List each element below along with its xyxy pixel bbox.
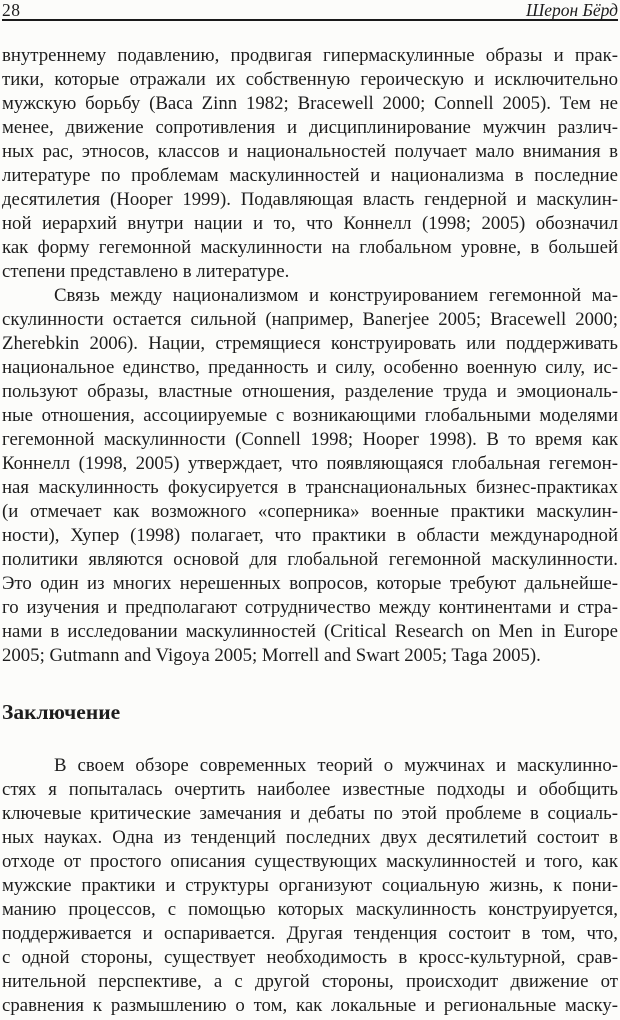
text-line: пользуют образы, властные отношения, разделение труда и эмоциональ- bbox=[2, 381, 618, 402]
text-line: как форму гегемонной маскулинности на глобальном уровне, в большей bbox=[2, 237, 618, 258]
page-number: 28 bbox=[2, 0, 21, 20]
text-line: ных рас, этносов, классов и национальностей получает мало внимания в bbox=[2, 141, 618, 162]
text-line: сравнения к размышлению о том, как локальные и региональные маску- bbox=[2, 995, 618, 1016]
text-line: 2005; Gutmann and Vigoya 2005; Morrell and Swart 2005; Taga 2005). bbox=[2, 645, 541, 666]
text-line: нительной перспективе, а с другой стороны, происходит движение от bbox=[2, 971, 618, 992]
text-line: манию процессов, с помощью которых маскулинность конструируется, bbox=[2, 899, 618, 920]
text-line: мужские практики и структуры организуют социальную жизнь, к пони- bbox=[2, 875, 618, 896]
text-line: ности), Хупер (1998) полагает, что практики в области международной bbox=[2, 525, 618, 546]
text-line: Связь между национализмом и конструированием гегемонной ма- bbox=[54, 285, 618, 306]
text-line: ные отношения, ассоциируемые с возникающими глобальными моделями bbox=[2, 405, 618, 426]
paragraph bbox=[2, 754, 618, 1018]
text-line: с одной стороны, существует необходимость в кросс-культурной, срав- bbox=[2, 947, 618, 968]
text-line: В своем обзоре современных теорий о мужчинах и маскулинно- bbox=[54, 755, 618, 776]
text-line: Коннелл (1998, 2005) утверждает, что появляющаяся глобальная гегемон- bbox=[2, 453, 618, 474]
text-line: Это один из многих нерешенных вопросов, которые требуют дальнейше- bbox=[2, 573, 618, 594]
text-line: ных науках. Одна из тенденций последних двух десятилетий состоит в bbox=[2, 827, 618, 848]
text-line: отходе от простого описания существующих маскулинностей и того, как bbox=[2, 851, 618, 872]
text-line: гегемонной маскулинности (Connell 1998; Hooper 1998). В то время как bbox=[2, 429, 618, 450]
text-line: го изучения и предполагают сотрудничество между континентами и стра- bbox=[2, 597, 618, 618]
text-line: менее, движение сопротивления и дисциплинирование мужчин различ- bbox=[2, 117, 618, 138]
text-line: ключевые критические замечания и дебаты по этой проблеме в социаль- bbox=[2, 803, 618, 824]
text-line: политики являются основой для глобальной гегемонной маскулинности. bbox=[2, 549, 618, 570]
paragraph bbox=[2, 44, 618, 284]
text-line: тики, которые отражали их собственную героическую и исключительно bbox=[2, 69, 618, 90]
text-line: нами в исследовании маскулинностей (Critical Research on Men in Europe bbox=[2, 621, 618, 642]
text-line: национальное единство, преданность и силу, особенно военную силу, ис- bbox=[2, 357, 618, 378]
text-line: (и отмечает как возможного «соперника» военные практики маскулин- bbox=[2, 501, 618, 522]
text-line: литературе по проблемам маскулинностей и национализма в последние bbox=[2, 165, 618, 186]
text-line: ная маскулинность фокусируется в транснациональных бизнес-практиках bbox=[2, 477, 618, 498]
paragraph bbox=[2, 284, 618, 668]
text-line: степени представлено в литературе. bbox=[2, 261, 290, 282]
section-heading: Заключение bbox=[2, 700, 121, 724]
text-line: Zherebkin 2006). Нации, стремящиеся конструировать или поддерживать bbox=[2, 333, 618, 354]
page-header bbox=[2, 0, 618, 21]
text-line: ной иерархий внутри нации и то, что Коннелл (1998; 2005) обозначил bbox=[2, 213, 618, 234]
text-line: мужскую борьбу (Baca Zinn 1982; Bracewell 2000; Connell 2005). Тем не bbox=[2, 93, 618, 114]
text-line: стях я попыталась очертить наиболее известные подходы и обобщить bbox=[2, 779, 618, 800]
running-title: Шерон Бёрд bbox=[525, 0, 618, 20]
text-line: поддерживается и оспаривается. Другая тенденция состоит в том, что, bbox=[2, 923, 618, 944]
text-line: внутреннему подавлению, продвигая гипермаскулинные образы и прак- bbox=[2, 45, 618, 66]
page-text bbox=[2, 44, 618, 1018]
text-line: десятилетия (Hooper 1999). Подавляющая власть гендерной и маскулин- bbox=[2, 189, 618, 210]
text-line: скулинности остается сильной (например, Banerjee 2005; Bracewell 2000; bbox=[2, 309, 618, 330]
